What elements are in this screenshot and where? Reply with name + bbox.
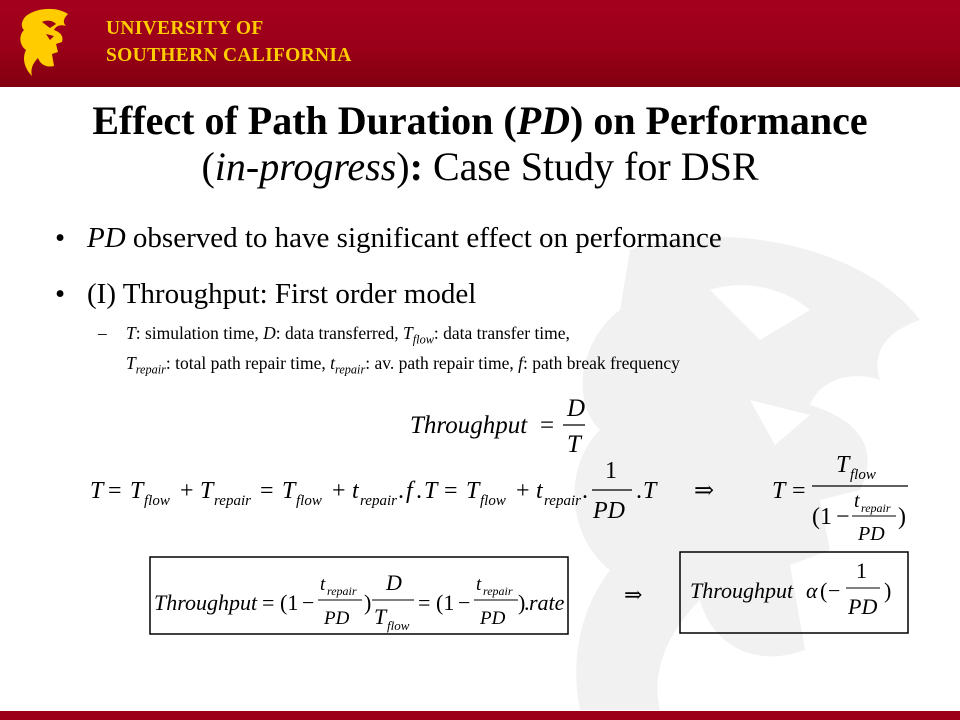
equation-T-solved — [772, 452, 908, 545]
eq2-T2: T — [130, 478, 144, 504]
eq2-plus2: + — [332, 478, 346, 504]
eq3-num-T: T — [836, 452, 850, 478]
eq4-implies: ⇒ — [624, 582, 643, 607]
eq4-minus2: − — [458, 590, 471, 615]
bullet-text-2: (I) Throughput: First order model — [87, 278, 477, 310]
eq3-eq: = — [792, 478, 806, 504]
desc-T-flow: : data transfer time, — [433, 323, 570, 343]
eq4-eq2: = — [418, 590, 431, 615]
title-line-1: Effect of Path Duration (PD) on Performance — [92, 98, 868, 143]
eq3-minus: − — [836, 504, 850, 530]
eq2-eq1: = — [108, 478, 122, 504]
desc-T: : simulation time, — [135, 323, 264, 343]
sub-repair-2: repair — [335, 362, 366, 376]
sub-repair: repair — [135, 362, 166, 376]
eq4-repair2: repair — [483, 584, 513, 598]
sub-bullet-dash: – — [98, 323, 107, 343]
eq2-T: T — [90, 478, 104, 504]
eq5-PD: PD — [848, 594, 878, 619]
eq3-close: ) — [898, 504, 906, 530]
eq3-open: (1 — [812, 504, 832, 530]
eq4-minus1: − — [302, 590, 315, 615]
eq2-f: f — [406, 478, 413, 504]
eq2-num-1: 1 — [605, 458, 617, 484]
eq4-open2: (1 — [436, 590, 455, 615]
eq4-Tden: T — [374, 604, 387, 629]
var-T-flow: T — [403, 323, 413, 343]
eq2-t: t — [352, 478, 359, 504]
eq4-close1: ) — [364, 590, 372, 615]
eq5-throughput: Throughput — [690, 578, 794, 603]
eq3-t: t — [854, 490, 860, 512]
var-D: D — [263, 323, 276, 343]
eq5-close: ) — [884, 578, 892, 603]
eq4-eq1: = — [262, 590, 275, 615]
eq4-t1: t — [320, 574, 326, 595]
bullet-text-1: PD observed to have significant effect on performance — [87, 222, 722, 254]
eq5-alpha: α — [806, 578, 818, 603]
desc-f: : path break frequency — [523, 352, 680, 373]
eq1-equals: = — [540, 412, 555, 439]
bullet-dot: • — [55, 278, 66, 310]
eq3-repair: repair — [861, 501, 891, 515]
eq5-neg: − — [828, 578, 841, 603]
eq4-dot: . — [524, 590, 530, 615]
eq2-plus1: + — [180, 478, 194, 504]
eq4-throughput: Throughput — [154, 590, 258, 615]
equation-throughput-final — [154, 570, 565, 633]
eq2-T3: T — [200, 478, 214, 504]
eq2-dot1: . — [398, 478, 404, 504]
eq2-flow: flow — [144, 493, 170, 509]
eq4-t2: t — [476, 574, 482, 595]
title-line-2: (in-progress): Case Study for DSR — [201, 144, 759, 189]
eq4-rate: rate — [529, 590, 565, 615]
eq4-open1: (1 — [280, 590, 299, 615]
var-T: T — [126, 323, 136, 343]
footer-bar — [0, 711, 960, 720]
eq1-den-T: T — [567, 431, 581, 458]
eq3-T: T — [772, 478, 786, 504]
equation-throughput-def — [410, 395, 585, 458]
eq4-D: D — [386, 570, 402, 595]
eq2-T4: T — [282, 478, 296, 504]
eq2-repair: repair — [214, 493, 251, 509]
desc-T-repair: : total path repair time, — [165, 352, 331, 373]
eq2-repair2: repair — [360, 493, 397, 509]
var-t-repair: t — [330, 352, 336, 373]
eq2-eq2: = — [260, 478, 274, 504]
eq2-flow2: flow — [296, 493, 322, 509]
equation-throughput-proportional — [690, 558, 891, 619]
eq2-t2: t — [536, 478, 543, 504]
eq2-dot3: . — [582, 478, 588, 504]
eq2-dot2: . — [416, 478, 422, 504]
eq4-close2: ) — [518, 590, 526, 615]
eq2-T6: T — [466, 478, 480, 504]
eq4-repair1: repair — [327, 584, 357, 598]
eq3-PD: PD — [858, 523, 885, 545]
university-line-2: SOUTHERN CALIFORNIA — [106, 45, 352, 66]
eq1-num-D: D — [567, 395, 586, 422]
eq4-PD2: PD — [480, 608, 506, 629]
sub-flow: flow — [412, 332, 434, 347]
eq2-repair3: repair — [544, 493, 581, 509]
bullet-dot: • — [55, 222, 66, 254]
eq2-implies: ⇒ — [694, 478, 715, 504]
eq1-throughput: Throughput — [410, 412, 528, 439]
eq2-plus3: + — [516, 478, 530, 504]
eq2-eq3: = — [444, 478, 458, 504]
eq4-PD1: PD — [324, 608, 350, 629]
desc-D: : data transferred, — [275, 323, 404, 343]
desc-t-repair: : av. path repair time, — [365, 352, 519, 373]
eq5-open: ( — [820, 578, 828, 603]
eq3-num-flow: flow — [850, 467, 876, 483]
eq5-one: 1 — [856, 558, 867, 583]
eq2-flow3: flow — [480, 493, 506, 509]
var-T-repair: T — [126, 352, 136, 373]
university-line-1: UNIVERSITY OF — [106, 18, 264, 39]
eq2-T5: T — [424, 478, 438, 504]
var-f: f — [518, 352, 523, 373]
eq2-dot4: . — [636, 478, 642, 504]
equation-T-expansion — [90, 458, 714, 524]
eq2-den-PD: PD — [593, 498, 625, 524]
eq4-flow: flow — [387, 618, 410, 633]
eq2-T7: T — [643, 478, 657, 504]
